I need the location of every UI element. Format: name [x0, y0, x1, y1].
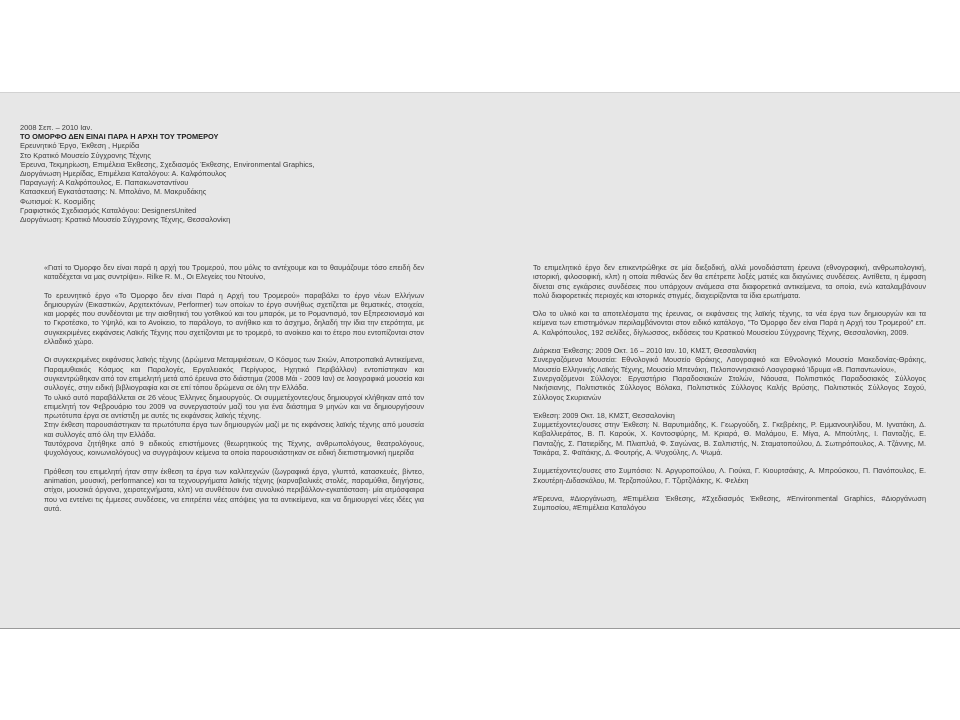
project-dates: 2008 Σεπ. – 2010 Ιαν.	[20, 123, 93, 132]
body-paragraph: Πρόθεση του επιμελητή ήταν στην έκθεση τα έργα των καλλιτεχνών (ζωγραφικά έργα, γλυπτά, κατασκευές, βίντεο, animation, μουσική, performance) και τα τεχνουργήματα λαϊκής τέχνης (καρναβαλικές στολές, παραμύθια, διηγήσεις, στίχοι, μουσικά όργανα, χειροτεχνήματα, κλπ) να συνθέτουν ένα συνολικό περιβάλλον-εγκατάσταση· μία ατμόσφαιρα που να εντείνει τις έμμεσες συνδέσεις, να επιτρέπει νέες απόψεις για τα αντικείμενα, και να δημιουργεί νέες ιδέες για αυτά.	[44, 466, 424, 513]
credit-line: Διοργάνωση: Κρατικό Μουσείο Σύγχρονης Τέχνης, Θεσσαλονίκη	[20, 215, 231, 225]
body-paragraph: Το υλικό αυτό παραβάλλεται σε 26 νέους Έλληνες δημιουργούς. Οι συμμετέχοντες/ους δημιουργοί κλήθηκαν από τον επιμελητή τον Φεβρουάριο του 2009 να συνεργαστούν μαζί του για ένα διάστημα 9 μηνών και να δημιουργήσουν πρωτότυπα έργα σε αντίστιξη με αυτές τις εκφάνσεις λαϊκής τέχνης.	[44, 392, 424, 421]
credit-line: Φωτισμοί: Κ. Κοσμίδης	[20, 196, 96, 206]
exhibition-participants: Συμμετέχοντες/ουσες στην Έκθεση: Ν. Βαρυτιμιάδης, Κ. Γεωργούδη, Σ. Γκεβρέκης, Ρ. Εμμανουηλίδου, Μ. Ιγνατάκη, Δ. Καβαλλιεράτος, Β. Π. Καρούκ, Χ. Κοντοσφύρης, Μ. Κριαρά, Θ. Μαλάμου, Ε. Μίγα, Α. Μπούτλης, Ι. Πανταζής, Ε. Πανταζής, Σ. Πατιερίδης, Μ. Πλιαπλιά, Φ. Σαγώνας, Β. Σαλπιστής, Ν. Σταματοπούλου, Δ. Σωτηρόπουλος, Α. Τζάννης, Μ. Τσικάρα, Σ. Φαϊτάκης, Δ. Φουτρής, Α. Ψυχούλης, Λ. Ψωμά.	[533, 420, 926, 458]
right-text-column	[533, 263, 926, 522]
partner-associations: Συνεργαζόμενοι Σύλλογοι: Εργαστήριο Παραδοσιακών Στολών, Νάουσα, Πολιτιστικός Παραδοσιακός Σύλλογος Νικήσιανης, Πολιτιστικός Σύλλογος Βόλακα, Πολιτιστικός Σύλλογος Καλής Βρύσης, Πολιτιστικός Σύλλογος Σοχού, Σύλλογος Σκυριανών	[533, 373, 926, 402]
body-paragraph: Οι συγκεκριμένες εκφάνσεις λαϊκής τέχνης (Δρώμενα Μεταμφιέσεων, Ο Κόσμος των Σκιών, Αποτροπαϊκά Αντικείμενα, Παραμυθιακός Κόσμος και Παραλογές, Εργαλειακός Περίγυρος, Ηχητικό Περιβάλλον) εντοπίστηκαν και συγκεντρώθηκαν από τον επιμελητή μετά από έρευνα στο διάστημα (2008 Μάι - 2009 Ιαν) σε λαογραφικά μουσεία και συλλογές, στην ειδική βιβλιογραφία και σε επί τόπου δρώμενα σε όλη την Ελλάδα.	[44, 355, 424, 393]
rilke-quote-paragraph: «Γιατί το Όμορφο δεν είναι παρά η αρχή του Τρομερού, που μόλις το αντέχουμε και το θαυμάζουμε τόσο επειδή δεν καταδέχεται να μας συντρίψει». Rilke R. M., Οι Ελεγείες του Ντουίνο,	[44, 263, 424, 282]
symposium-date: Έκθεση: 2009 Οκτ. 18, ΚΜΣΤ, Θεσσαλονίκη	[533, 410, 675, 420]
document-page	[0, 92, 960, 629]
credit-line: Ερευνητικό Έργο, Έκθεση , Ημερίδα	[20, 141, 140, 151]
credit-line: Γραφιστικός Σχεδιασμός Καταλόγου: DesignersUnited	[20, 205, 197, 215]
credit-line: Διοργάνωση Ημερίδας, Επιμέλεια Καταλόγου: Α. Καλφόπουλος	[20, 169, 227, 179]
left-text-column	[44, 263, 424, 522]
partner-museums: Συνεργαζόμενα Μουσεία: Εθνολογικό Μουσείο Θράκης, Λαογραφικό και Εθνολογικό Μουσείο Μακεδονίας-Θράκης, Μουσείο Ελληνικής Λαϊκής Τέχνης, Μουσείο Μπενάκη, Πελοποννησιακό Λαογραφικό Ίδρυμα «Β. Παπαντωνίου»,	[533, 355, 926, 374]
body-paragraph: Ταυτόχρονα ζητήθηκε από 9 ειδικούς επιστήμονες (θεωρητικούς της Τέχνης, ανθρωπολόγους, θεατρολόγους, ψυχολόγους, κοινωνιολόγους) να συγγράψουν κείμενα τα οποία παρουσιάστηκαν σε ειδική διεπιστημονική ημερίδα	[44, 439, 424, 458]
credit-line: Παραγωγή: Α Καλφόπουλος, Ε. Παπακωνσταντίνου	[20, 178, 189, 188]
body-paragraph: Το ερευνητικό έργο «Το Όμορφο δεν είναι Παρά η Αρχή του Τρομερού» παραβάλει το έργο νέων Ελλήνων δημιουργών (Εικαστικών, Αρχιτεκτόνων, Performer) των οποίων το έργο συνήθως σχετίζεται με θεματικές, στοιχεία, και μορφές που συνδέονται με την αισθητική του γοτθικού και του μπαρόκ, με το Ρομαντισμό, τον Εξπρεσιονισμό και το Γκροτέσκο, το Υψηλό, και το Ανοίκειο, το παράλογο, το ανήθικο και το άσχημο, δηλαδή την ίδια την ετερότητα, με συγκεκριμένες εκφάνσεις Λαϊκής Τέχνης που σχετίζονται με το τρομερό, το ανοίκειο και το έτερο που εντοπίζονται στον ελλαδικό χώρο.	[44, 290, 424, 347]
hashtags: #Έρευνα, #Διοργάνωση, #Επιμέλεια Έκθεσης, #Σχεδιασμός Έκθεσης, #Environmental Graphics, #Διοργάνωση Συμποσίου, #Επιμέλεια Καταλόγου	[533, 493, 926, 513]
credit-line: Στο Κρατικό Μουσείο Σύγχρονης Τέχνης	[20, 150, 151, 160]
project-title: ΤΟ ΟΜΟΡΦΟ ΔΕΝ ΕΙΝΑΙ ΠΑΡΑ Η ΑΡΧΗ ΤΟΥ ΤΡΟΜΕΡΟΥ	[20, 132, 219, 142]
body-paragraph: Στην έκθεση παρουσιάστηκαν τα πρωτότυπα έργα των δημιουργών μαζί με τις εκφάνσεις λαϊκής τέχνης από μουσεία και συλλογές από όλη την Ελλάδα.	[44, 420, 424, 439]
body-paragraph: Το επιμελητικό έργο δεν επικεντρώθηκε σε μία διεξοδική, αλλά μονοδιάστατη έρευνα (εθνογραφική, ανθρωπολογική, ιστορική, φιλοσοφική, κλπ) η οποία πιθανώς δεν θα επέτρεπε λοξές ματιές και διαγώνιες συνδέσεις. Αντίθετα, η έμφαση δίνεται στις εγκάρσιες συνδέσεις που υπάρχουν ανάμεσα στα διαφορετικά αντικείμενα, τα οποία, ενώ καταλαμβάνουν πολύ διαφορετικές περιοχές και ιστορικές στιγμές, διαχειρίζονται τα ίδια ερωτήματα.	[533, 263, 926, 300]
credit-line: Κατασκευή Εγκατάστασης: Ν. Μπολάνο, Μ. Μακρυδάκης	[20, 187, 207, 197]
credits-block	[20, 123, 440, 224]
symposium-participants: Συμμετέχοντες/ουσες στο Συμπόσιο: Ν. Αργυροπούλου, Λ. Γιούκα, Γ. Κιουρτσάκης, Α. Μπρούσκου, Π. Πανόπουλος, Ε. Σκουτέρη-Διδασκάλου, Μ. Τερζοπούλου, Γ. Τζιρτζιλάκης, Κ. Φελέκη	[533, 466, 926, 485]
credit-line: Έρευνα, Τεκμηρίωση, Επιμέλεια Έκθεσης, Σχεδιασμός Έκθεσης, Environmental Graphics,	[20, 159, 315, 169]
exhibition-duration: Διάρκεια Έκθεσης: 2009 Οκτ. 16 – 2010 Ιαν. 10, ΚΜΣΤ, Θεσσαλονίκη	[533, 346, 757, 356]
catalogue-paragraph: Όλο το υλικό και τα αποτελέσματα της έρευνας, οι εκφάνσεις της λαϊκής τέχνης, τα νέα έργα των δημιουργών και τα κείμενα των επιστημόνων περιλαμβάνονται στον ειδικό κατάλογο, "Το Όμορφο δεν είναι Παρά η Αρχή του Τρομερού" επ. Α. Καλφόπουλος, 192 σελίδες, δίγλωσσος, εκδόσεις του Κρατικού Μουσείου Σύγχρονης Τέχνης, Θεσσαλονίκη, 2009.	[533, 309, 926, 337]
